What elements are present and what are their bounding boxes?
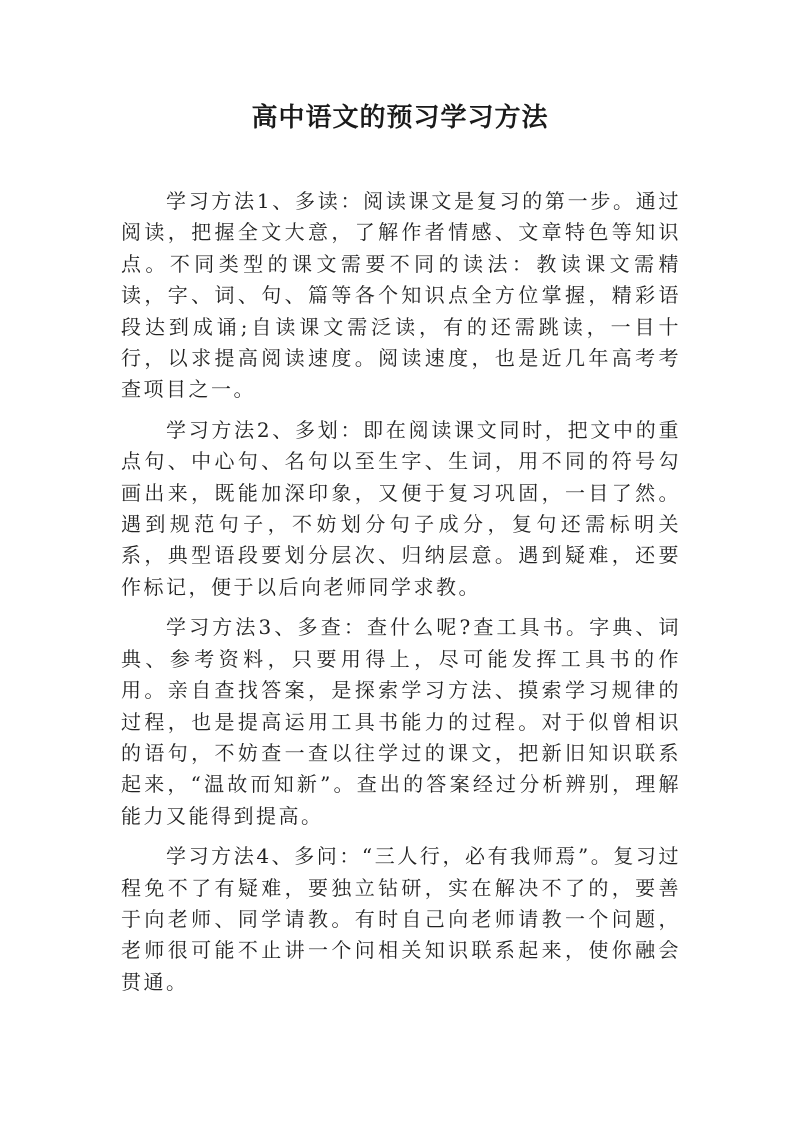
document-body [121,186,681,1007]
paragraph-method-3: 学习方法3、多查：查什么呢?查工具书。字典、词典、参考资料，只要用得上，尽可能发挥工具书的作用。亲自查找答案，是探索学习方法、摸索学习规律的过程，也是提高运用工具书能力的过程。对于似曾相识的语句，不妨查一查以往学过的课文，把新旧知识联系起来，“温故而知新”。查出的答案经过分析辨别，理解能力又能得到提高。 [121,615,681,828]
paragraph-method-2: 学习方法2、多划：即在阅读课文同时，把文中的重点句、中心句、名句以至生字、生词，用不同的符号勾画出来，既能加深印象，又便于复习巩固，一目了然。遇到规范句子，不妨划分句子成分，复句还需标明关系，典型语段要划分层次、归纳层意。遇到疑难，还要作标记，便于以后向老师同学求教。 [121,417,681,599]
paragraph-method-1: 学习方法1、多读：阅读课文是复习的第一步。通过阅读，把握全文大意，了解作者情感、文章特色等知识点。不同类型的课文需要不同的读法：教读课文需精读，字、词、句、篇等各个知识点全方位掌握，精彩语段达到成诵;自读课文需泛读，有的还需跳读，一目十行，以求提高阅读速度。阅读速度，也是近几年高考考查项目之一。 [121,189,681,402]
page-title: 高中语文的预习学习方法 [251,103,549,133]
paragraph-method-4: 学习方法4、多问：“三人行，必有我师焉”。复习过程免不了有疑难，要独立钻研，实在解决不了的，要善于向老师、同学请教。有时自己向老师请教一个问题，老师很可能不止讲一个问相关知识联系起来，使你融会贯通。 [121,844,681,994]
